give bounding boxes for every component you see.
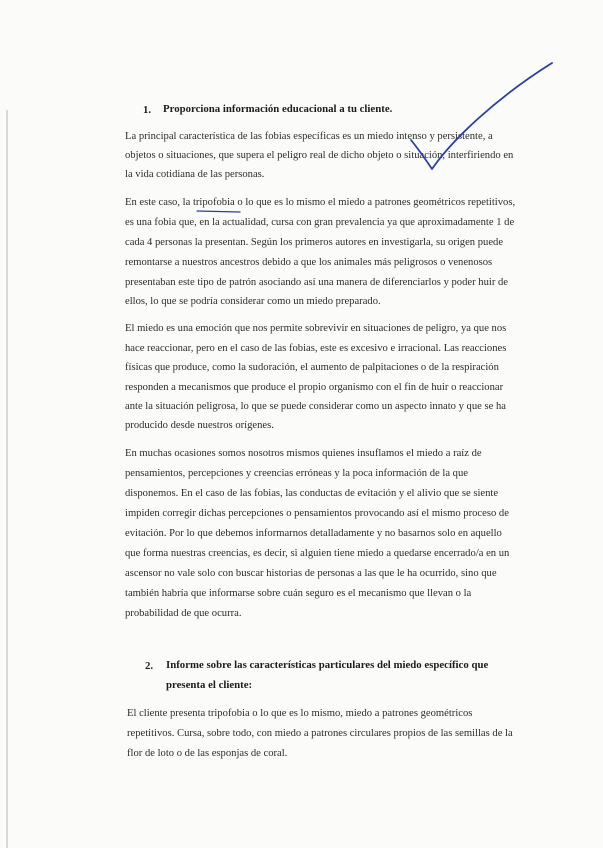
paragraph-line: En este caso, la tripofobia o lo que es lo mismo el miedo a patrones geométricos repetitivos, xyxy=(125,197,516,208)
paragraph-line: la vida cotidiana de las personas. xyxy=(125,169,265,180)
paragraph-line: El cliente presenta tripofobia o lo que es lo mismo, miedo a patrones geométricos xyxy=(127,708,473,719)
paragraph-line: cada 4 personas la presentan. Según los primeros autores en investigarla, su origen puede xyxy=(125,237,504,248)
paragraph-line: hace reaccionar, pero en el caso de las fobias, este es excesivo e irracional. Las reacciones xyxy=(125,343,507,354)
paragraph-line: remontarse a nuestros ancestros debido a que los animales más peligrosos o venenosos xyxy=(125,257,493,268)
section-2-title-line: presenta el cliente: xyxy=(166,679,253,691)
paragraph-line: objetos o situaciones, que supera el peligro real de dicho objeto o situación, interfiriendo en xyxy=(125,150,514,161)
scan-edge-shadow xyxy=(6,110,8,848)
paragraph-line: El miedo es una emoción que nos permite sobrevivir en situaciones de peligro, ya que nos xyxy=(125,323,507,334)
paragraph-line: En muchas ocasiones somos nosotros mismos quienes insuflamos el miedo a raíz de xyxy=(125,448,482,459)
paragraph-line: también habría que informarse sobre cuán seguro es el mecanismo que llevan o la xyxy=(125,588,472,599)
paragraph-line: probabilidad de que ocurra. xyxy=(125,608,242,619)
paragraph-line: pensamientos, percepciones y creencias erróneas y la poca información de la que xyxy=(125,468,468,479)
paragraph-line: presentaban este tipo de patrón asociando así una manera de diferenciarlos y poder huir de xyxy=(125,277,508,288)
paragraph-line: impiden corregir dichas percepciones o pensamientos provocando así el mismo proceso de xyxy=(125,508,509,519)
paragraph-line: responden a mecanismos que produce el propio organismo con el fin de huir o reaccionar xyxy=(125,382,504,393)
paragraph-line: La principal característica de las fobias específicas es un miedo intenso y persistente, a xyxy=(125,131,493,142)
paragraph-line: repetitivos. Cursa, sobre todo, con miedo a patrones circulares propios de las semillas de la xyxy=(127,728,513,739)
tripofobia-underline xyxy=(197,211,240,212)
section-1-number: 1. xyxy=(143,104,152,116)
paragraph-line: ante la situación peligrosa, lo que se puede considerar como un aspecto innato y que se ha xyxy=(125,401,506,412)
paragraph-line: producido desde nuestros orígenes. xyxy=(125,420,274,431)
paragraph-line: es una fobia que, en la actualidad, cursa con gran prevalencia ya que aproximadamente 1 de xyxy=(125,217,515,228)
paragraph-line: flor de loto o de las esponjas de coral. xyxy=(127,748,288,759)
section-2-title-line: Informe sobre las características particulares del miedo específico que xyxy=(166,659,489,671)
paragraph-line: ascensor no vale solo con buscar historias de personas a las que le ha ocurrido, sino que xyxy=(125,568,497,579)
section-2-number: 2. xyxy=(145,660,154,672)
paragraph-line: ellos, lo que se podría considerar como un miedo preparado. xyxy=(125,296,381,307)
section-1-title: Proporciona información educacional a tu cliente. xyxy=(163,103,393,115)
paragraph-line: disponemos. En el caso de las fobias, las conductas de evitación y el alivio que se siente xyxy=(125,488,499,499)
paragraph-line: físicas que produce, como la sudoración, el aumento de palpitaciones o de la respiración xyxy=(125,362,499,373)
paragraph-line: que forma nuestras creencias, es decir, si alguien tiene miedo a quedarse encerrado/a en un xyxy=(125,548,510,559)
paragraph-line: evitación. Por lo que debemos informarnos detalladamente y no basarnos solo en aquello xyxy=(125,528,502,539)
